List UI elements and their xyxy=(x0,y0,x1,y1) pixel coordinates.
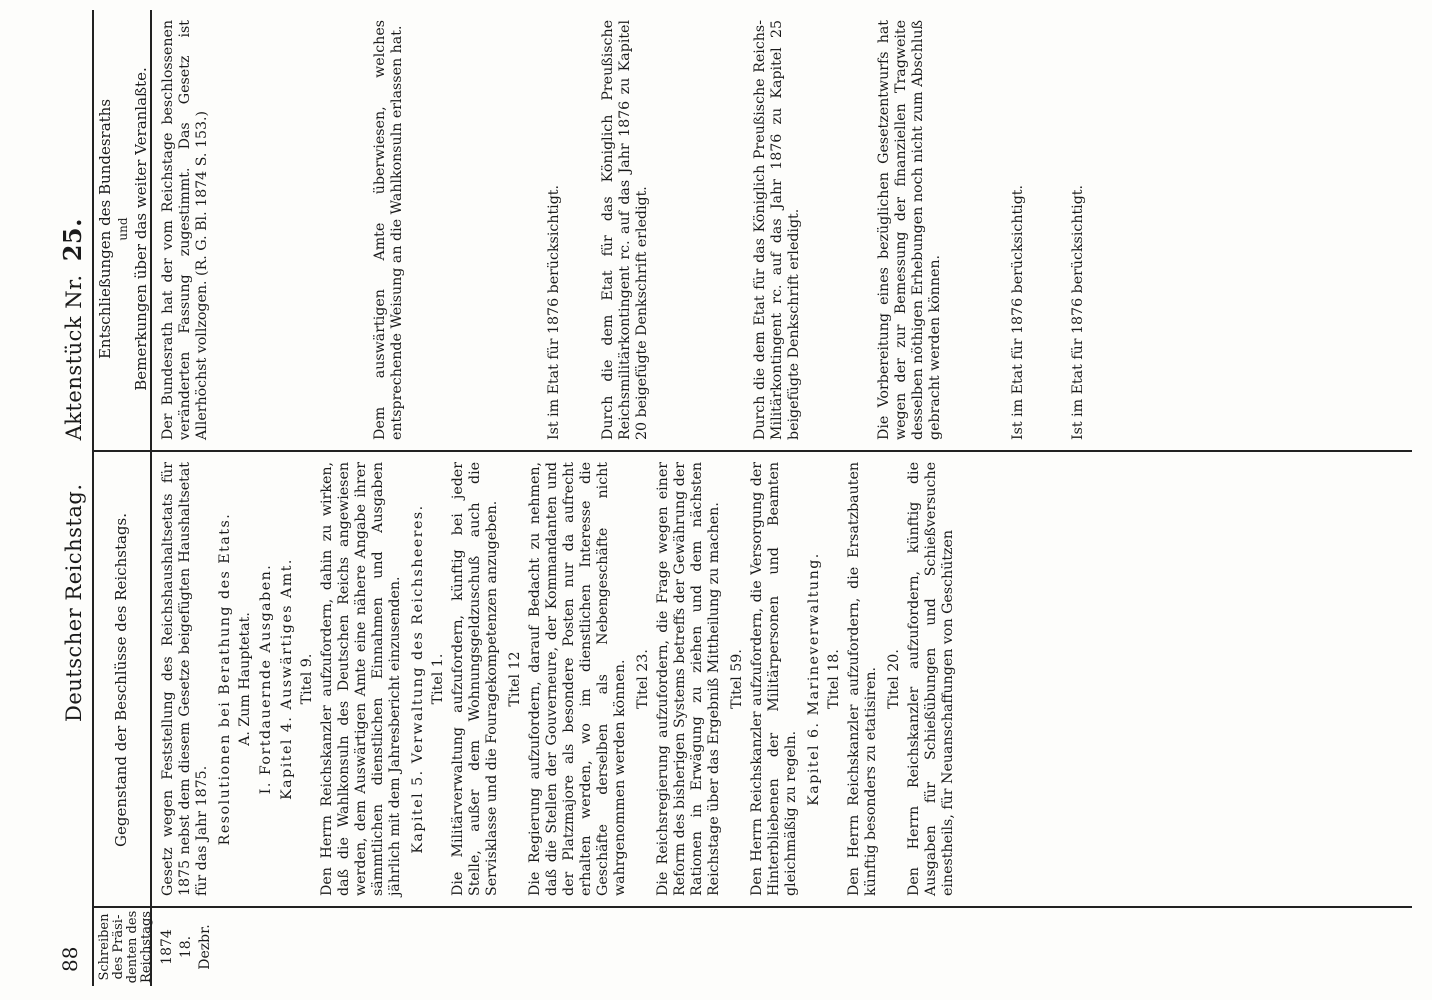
section-heading: Kapitel 5. Verwaltung des Reichsheeres. xyxy=(410,504,426,854)
titel-heading: Titel 12 xyxy=(507,651,523,707)
col3-line1: Entschließungen des Bundesraths xyxy=(96,98,114,360)
column-header-subject: Gegenstand der Beschlüsse des Reichstags. xyxy=(112,513,130,847)
text-block: Den Herrn Reichskanzler aufzufordern, dahin zu wirken, daß die Wahlkonsuln des Deutschen Reichs angewiesen werden, dem Auswärtigen Amte eine nähere Angabe ihrer sämmtlichen dienstlichen Einnahmen und Ausgaben jährlich mit dem Jahresbericht einzusenden. xyxy=(319,462,403,896)
date-year: 1874 xyxy=(159,929,175,965)
running-head-prefix: Aktenstück Nr. xyxy=(62,274,86,441)
page-number: 88 xyxy=(58,946,82,972)
text-block: Den Herrn Reichskanzler aufzufordern, die Ersatzbauten künftig besonders zu etatisiren. xyxy=(846,462,879,896)
table-header-rule xyxy=(150,10,152,986)
col3-line3: Bemerkungen über das weiter Veranlaßte. xyxy=(132,67,150,391)
titel-heading: Titel 23. xyxy=(635,649,651,709)
running-head xyxy=(58,70,87,870)
col1-line: Schreiben xyxy=(97,913,112,981)
date-cell xyxy=(158,912,215,982)
titel-heading: Titel 20. xyxy=(886,649,902,709)
text-block: Die Militärverwaltung aufzufordern, künftig bei jeder Stelle, außer dem Wohnungsgeldzuschuß auch die Servisklasse und die Fouragekompetenzen anzugeben. xyxy=(450,462,500,896)
resolution-entry-2: Dem auswärtigen Amte überwiesen, welches entsprechende Weisung an die Wahlkonsuln erlassen hat. xyxy=(372,20,405,440)
running-head-number: 25. xyxy=(58,218,87,262)
table-top-rule xyxy=(92,10,94,986)
text-block: Gesetz wegen Feststellung des Reichshaushaltsetats für 1875 nebst dem diesem Gesetze beigefügten Haushaltsetat für das Jahr 1875. xyxy=(160,462,210,896)
titel-heading: Titel 1. xyxy=(430,653,446,705)
column-header-resolutions xyxy=(96,10,150,448)
section-heading: Kapitel 6. Marineverwaltung. xyxy=(806,552,822,806)
resolution-entry-3: Ist im Etat für 1876 berücksichtigt. xyxy=(546,185,562,440)
running-head-title: Deutscher Reichstag. xyxy=(62,483,86,723)
resolution-entry-4: Durch die dem Etat für das Königlich Preußische Reichsmilitärkontingent rc. auf das Jahr 1876 zu Kapitel 20 beigefügte Denkschrift erledigt. xyxy=(600,20,650,440)
col1-line: denten des xyxy=(125,910,140,984)
resolution-entry-1: Der Bundesrath hat der vom Reichstage beschlossenen veränderten Fassung zugestimmt. Das Gesetz ist Allerhöchst vollzogen. (R. G. Bl. 1874 S. 153.) xyxy=(160,20,210,440)
col1-line: Reichstags xyxy=(139,911,154,983)
subject-column xyxy=(160,462,963,896)
resolution-entry-7: Ist im Etat für 1876 berücksichtigt. xyxy=(1010,185,1026,440)
titel-heading: Titel 59. xyxy=(729,649,745,709)
resolution-entry-8: Ist im Etat für 1876 berücksichtigt. xyxy=(1070,185,1086,440)
date-day: 18. Dezbr. xyxy=(178,924,213,970)
section-heading: Kapitel 4. Auswärtiges Amt. xyxy=(279,558,295,800)
section-heading: I. Fortdauernde Ausgaben. xyxy=(258,563,274,795)
text-block: Den Herrn Reichskanzler aufzufordern, die Versorgung der Hinterbliebenen der Militärpersonen und Beamten gleichmäßig zu regeln. xyxy=(749,462,799,896)
text-block: Den Herrn Reichskanzler aufzufordern, künftig die Ausgaben für Schießübungen und Schießversuche einestheils, für Neuanschaffungen von Geschützen xyxy=(906,462,956,896)
titel-heading: Titel 9. xyxy=(299,653,315,705)
column-divider-2 xyxy=(92,450,1412,452)
section-heading: Resolutionen bei Berathung des Etats. xyxy=(217,512,233,846)
col3-line2: und xyxy=(116,217,130,241)
text-block: Die Regierung aufzufordern, darauf Bedacht zu nehmen, daß die Stellen der Gouverneure, der Kommandanten und der Platzmajore als besondere Posten nur da aufrecht erhalten werden, wo im dienstlichen Interesse die Geschäfte derselben als Nebengeschäfte nicht wahrgenommen werden können. xyxy=(527,462,628,896)
col1-line: des Präsi- xyxy=(111,914,126,980)
titel-heading: Titel 18. xyxy=(826,649,842,709)
resolution-entry-5: Durch die dem Etat für das Königlich Preußische Reichs-Militärkontingent rc. auf das Jahr 1876 zu Kapitel 25 beigefügte Denkschrift erledigt. xyxy=(752,20,802,440)
column-divider-1 xyxy=(92,906,1412,908)
section-heading: A. Zum Hauptetat. xyxy=(237,612,253,746)
resolution-entry-6: Die Vorbereitung eines bezüglichen Gesetzentwurfs hat wegen der zur Bemessung der finanziellen Tragweite desselben nöthigen Erhebungen noch nicht zum Abschluß gebracht werden können. xyxy=(876,20,943,440)
dfg-sponsor-note xyxy=(1416,0,1430,1000)
column-header-date xyxy=(98,910,154,984)
text-block: Die Reichsregierung aufzufordern, die Frage wegen einer Reform des bisherigen Systems betreffs der Gewährung der Rationen in Erwägung zu ziehen und dem nächsten Reichstage über das Ergebniß Mittheilung zu machen. xyxy=(655,462,722,896)
